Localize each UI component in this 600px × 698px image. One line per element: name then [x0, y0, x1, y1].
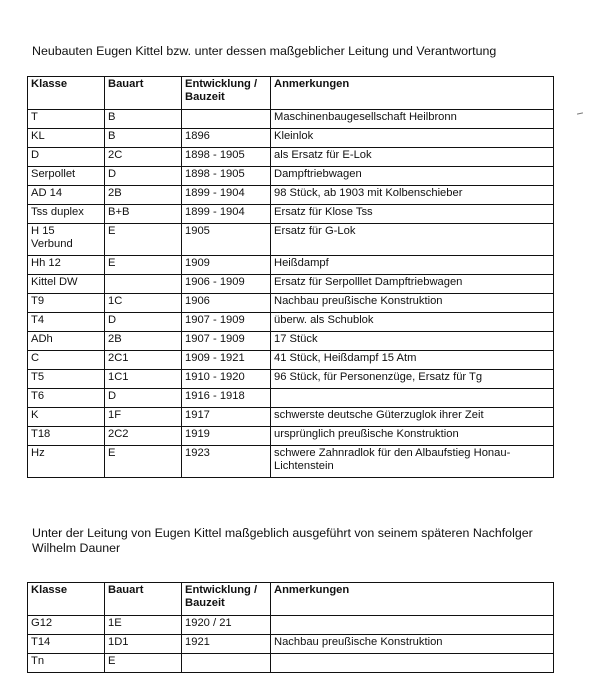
column-header-klasse: Klasse [28, 583, 105, 616]
cell-klasse: T14 [28, 635, 105, 654]
cell-klasse: T4 [28, 313, 105, 332]
cell-klasse: H 15 Verbund [28, 224, 105, 256]
cell-bauart: D [105, 167, 182, 186]
cell-klasse: Serpollet [28, 167, 105, 186]
cell-anmerkungen: Heißdampf [271, 256, 554, 275]
cell-klasse: Hh 12 [28, 256, 105, 275]
table-header-row [28, 583, 554, 616]
cell-bauzeit: 1909 - 1921 [182, 351, 271, 370]
table-row [28, 427, 554, 446]
cell-bauart [105, 275, 182, 294]
cell-klasse: Tn [28, 654, 105, 673]
cell-bauzeit: 1907 - 1909 [182, 313, 271, 332]
cell-bauzeit: 1920 / 21 [182, 616, 271, 635]
table-row [28, 635, 554, 654]
table-row [28, 654, 554, 673]
cell-anmerkungen: Nachbau preußische Konstruktion [271, 635, 554, 654]
cell-bauart: E [105, 654, 182, 673]
locomotive-table-2 [27, 582, 554, 673]
table-row [28, 408, 554, 427]
cell-bauzeit: 1923 [182, 446, 271, 478]
cell-bauart: B [105, 129, 182, 148]
column-header-bauart: Bauart [105, 583, 182, 616]
cell-anmerkungen: Kleinlok [271, 129, 554, 148]
table-row [28, 186, 554, 205]
cell-anmerkungen: 98 Stück, ab 1903 mit Kolbenschieber [271, 186, 554, 205]
cell-klasse: T5 [28, 370, 105, 389]
cell-bauart: 1E [105, 616, 182, 635]
table-row [28, 256, 554, 275]
cell-klasse: C [28, 351, 105, 370]
cell-anmerkungen: 17 Stück [271, 332, 554, 351]
cell-bauzeit: 1921 [182, 635, 271, 654]
cell-anmerkungen: Nachbau preußische Konstruktion [271, 294, 554, 313]
table-row [28, 370, 554, 389]
section-heading-2: Unter der Leitung von Eugen Kittel maßgeblich ausgeführt von seinem späteren Nachfolger Wilhelm Dauner [32, 526, 533, 555]
column-header-bauzeit: Entwicklung / Bauzeit [182, 77, 271, 110]
cell-bauart: 2C [105, 148, 182, 167]
cell-bauart: D [105, 313, 182, 332]
cell-anmerkungen: 41 Stück, Heißdampf 15 Atm [271, 351, 554, 370]
cell-anmerkungen: schwere Zahnradlok für den Albaufstieg Honau- Lichtenstein [271, 446, 554, 478]
column-header-anmerkungen: Anmerkungen [271, 77, 554, 110]
cell-anmerkungen: 96 Stück, für Personenzüge, Ersatz für Tg [271, 370, 554, 389]
cell-bauzeit: 1899 - 1904 [182, 186, 271, 205]
cell-bauzeit: 1898 - 1905 [182, 167, 271, 186]
cell-klasse: K [28, 408, 105, 427]
cell-anmerkungen: überw. als Schublok [271, 313, 554, 332]
cell-klasse: Tss duplex [28, 205, 105, 224]
cell-bauart: B+B [105, 205, 182, 224]
table-row [28, 205, 554, 224]
cell-klasse: G12 [28, 616, 105, 635]
cell-bauzeit: 1919 [182, 427, 271, 446]
cell-klasse: Kittel DW [28, 275, 105, 294]
cell-anmerkungen: als Ersatz für E-Lok [271, 148, 554, 167]
table-row [28, 129, 554, 148]
cell-bauart: B [105, 110, 182, 129]
cell-anmerkungen: schwerste deutsche Güterzuglok ihrer Zeit [271, 408, 554, 427]
cell-anmerkungen: ursprünglich preußische Konstruktion [271, 427, 554, 446]
cell-bauzeit: 1916 - 1918 [182, 389, 271, 408]
cell-klasse: AD 14 [28, 186, 105, 205]
column-header-anmerkungen: Anmerkungen [271, 583, 554, 616]
cell-bauart: 2B [105, 186, 182, 205]
cell-anmerkungen: Maschinenbaugesellschaft Heilbronn [271, 110, 554, 129]
cell-bauart: 2B [105, 332, 182, 351]
section-heading-1: Neubauten Eugen Kittel bzw. unter dessen maßgeblicher Leitung und Verantwortung [32, 44, 497, 58]
cell-klasse: T18 [28, 427, 105, 446]
table-row [28, 224, 554, 256]
locomotive-table-1 [27, 76, 554, 478]
cell-anmerkungen [271, 389, 554, 408]
cell-bauzeit: 1910 - 1920 [182, 370, 271, 389]
cell-bauzeit [182, 110, 271, 129]
table-row [28, 313, 554, 332]
cell-bauart: D [105, 389, 182, 408]
cell-bauart: 1C1 [105, 370, 182, 389]
cell-klasse: Hz [28, 446, 105, 478]
table-row [28, 294, 554, 313]
table-row [28, 389, 554, 408]
table-row [28, 110, 554, 129]
table-row [28, 275, 554, 294]
table-row [28, 332, 554, 351]
cell-anmerkungen: Ersatz für Serpolllet Dampftriebwagen [271, 275, 554, 294]
column-header-bauart: Bauart [105, 77, 182, 110]
cell-anmerkungen [271, 616, 554, 635]
cell-bauzeit: 1899 - 1904 [182, 205, 271, 224]
cell-bauart: 1F [105, 408, 182, 427]
table-row [28, 167, 554, 186]
cell-anmerkungen [271, 654, 554, 673]
cell-bauzeit: 1917 [182, 408, 271, 427]
cell-bauzeit: 1905 [182, 224, 271, 256]
cell-bauzeit: 1906 - 1909 [182, 275, 271, 294]
table-row [28, 446, 554, 478]
cell-bauart: E [105, 256, 182, 275]
cell-anmerkungen: Dampftriebwagen [271, 167, 554, 186]
cell-bauzeit: 1909 [182, 256, 271, 275]
table-row [28, 351, 554, 370]
cell-klasse: KL [28, 129, 105, 148]
cell-bauzeit: 1898 - 1905 [182, 148, 271, 167]
cell-bauart: 1D1 [105, 635, 182, 654]
table-body [28, 616, 554, 673]
cell-bauart: 2C2 [105, 427, 182, 446]
cell-klasse: T [28, 110, 105, 129]
table-body [28, 110, 554, 478]
table-row [28, 616, 554, 635]
cell-anmerkungen: Ersatz für G-Lok [271, 224, 554, 256]
cell-bauart: E [105, 446, 182, 478]
table-header-row [28, 77, 554, 110]
cell-anmerkungen: Ersatz für Klose Tss [271, 205, 554, 224]
cell-bauart: 1C [105, 294, 182, 313]
table-row [28, 148, 554, 167]
cell-bauzeit: 1896 [182, 129, 271, 148]
cell-klasse: D [28, 148, 105, 167]
cell-bauzeit: 1906 [182, 294, 271, 313]
cell-bauzeit: 1907 - 1909 [182, 332, 271, 351]
cell-klasse: T6 [28, 389, 105, 408]
cell-bauart: 2C1 [105, 351, 182, 370]
cell-bauart: E [105, 224, 182, 256]
scan-mark [577, 112, 583, 114]
column-header-bauzeit: Entwicklung / Bauzeit [182, 583, 271, 616]
cell-klasse: ADh [28, 332, 105, 351]
column-header-klasse: Klasse [28, 77, 105, 110]
cell-bauzeit [182, 654, 271, 673]
cell-klasse: T9 [28, 294, 105, 313]
